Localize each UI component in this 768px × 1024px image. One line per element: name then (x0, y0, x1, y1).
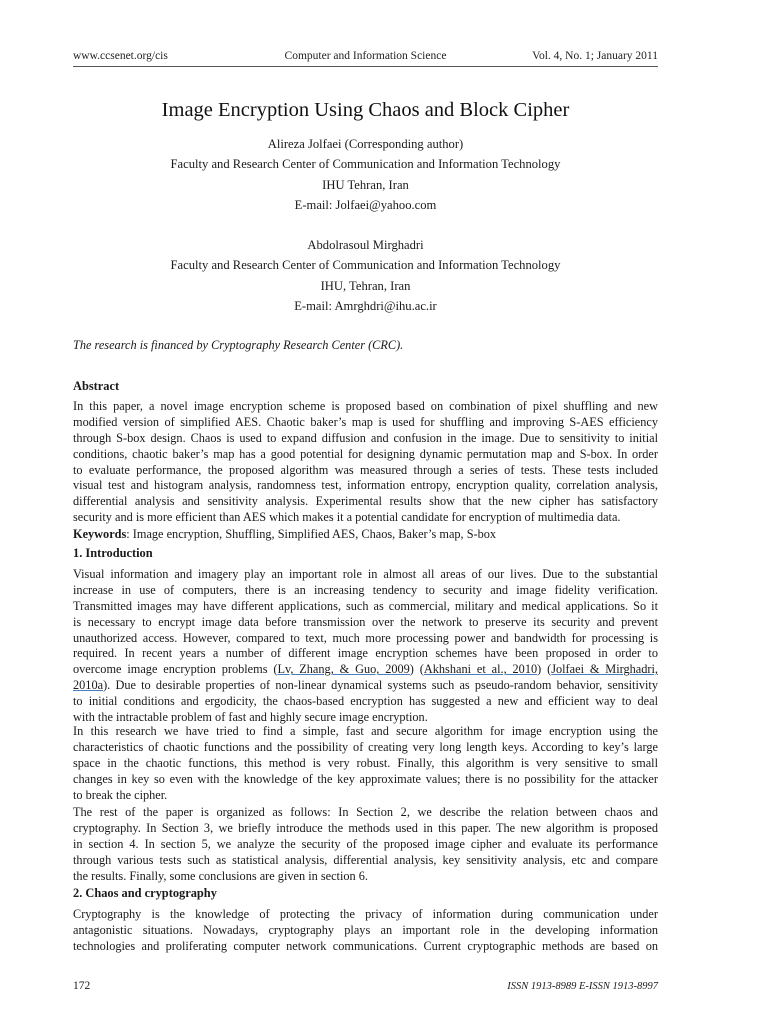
text-line: In this paper, a novel image encryption scheme is proposed based on combination of pixel shuffling and new (73, 399, 658, 413)
citation-link[interactable]: Lv, Zhang, & Guo, 2009 (277, 662, 410, 677)
text-line: increase in use of computers, there is an increasing tendency to security and image fidelity verification. (73, 582, 658, 597)
paper-title: Image Encryption Using Chaos and Block Cipher (161, 99, 570, 121)
keywords-line (73, 527, 658, 543)
page-number: 172 (73, 980, 91, 992)
section1-paragraph2 (73, 724, 658, 803)
text-line: security and is more efficient than AES which makes it a potential candidate for encryption of multimedia data. (73, 510, 621, 525)
text-line: technologies and proliferating computer network communications. Current cryptographic methods are based on (73, 938, 658, 953)
section1-paragraph3 (73, 805, 658, 884)
paper-page (73, 0, 658, 1024)
text-line: antagonistic situations. Nowadays, cryptography plays an important role in the developing information (73, 922, 658, 937)
text-line: with the intractable problem of fast and highly secure image encryption. (73, 710, 428, 725)
text-line: The rest of the paper is organized as follows: In Section 2, we describe the relation between chaos and (73, 805, 658, 819)
author1-email[interactable]: E-mail: Jolfaei@yahoo.com (294, 197, 437, 212)
text-line: changes in key so even with the knowledge of the key approximate values; there is no possibility for the attacker (73, 771, 658, 786)
text-line: to evaluate performance, the proposed algorithm was measured through a series of tests. These tests included (73, 462, 658, 477)
text-line: unauthorized access. However, compared to text, much more processing power and bandwidth for processing is (73, 630, 658, 645)
section1-paragraph1 (73, 567, 658, 726)
text-line: the results. Finally, some conclusions are given in section 6. (73, 868, 368, 883)
text-line: space in the chaotic functions, this method is very robust. Finally, this algorithm is very sensitive to small (73, 755, 658, 770)
header-rule (73, 66, 658, 67)
text-line-with-citation: 2010a). Due to desirable properties of non-linear dynamical systems such as pseudo-random behavior, sensitivity (73, 678, 658, 693)
text-line: Visual information and imagery play an important role in almost all areas of our lives. Due to the substantial (73, 567, 658, 581)
text-line: to initial conditions and ergodicity, the chaos-based encryption has suggested a new and efficient way to deal (73, 694, 658, 709)
text-line: In this research we have tried to find a simple, fast and secure algorithm for image encryption using the (73, 724, 658, 738)
author1-place: IHU Tehran, Iran (322, 177, 409, 192)
section2-paragraph1 (73, 907, 658, 955)
running-header (73, 48, 658, 66)
text-line: cryptography. In Section 3, we briefly introduce the methods used in this paper. The new algorithm is proposed (73, 820, 658, 835)
text-line: conditions, chaotic baker’s map has a good potential for designing dynamic permutation map and S-box. In order (73, 446, 658, 461)
text-line: differential analysis and sensitivity analysis. Experimental results show that the new cipher has satisfactory (73, 494, 658, 509)
text-line: is necessary to encrypt image data before transmission over the network to preserve its security and prevent (73, 614, 658, 629)
text-line: through various tests such as statistical analysis, differential analysis, key sensitivity analysis, etc and compare (73, 852, 658, 867)
author2-block (73, 235, 658, 316)
text-line-with-citations: overcome image encryption problems (Lv, Zhang, & Guo, 2009) (Akhshani et al., 2010) (Jolfaei & Mirghadri, (73, 662, 658, 677)
author1-name: Alireza Jolfaei (Corresponding author) (267, 137, 464, 151)
journal-name: Computer and Information Science (284, 50, 447, 62)
abstract-body (73, 399, 658, 526)
text-line: to break the cipher. (73, 787, 168, 802)
text-line: in section 4. In section 5, we analyze the security of the proposed image cipher and evaluate its performance (73, 836, 658, 851)
text-line: required. In recent years a number of different image encryption schemes have been proposed in order to (73, 646, 658, 661)
abstract-heading: Abstract (73, 379, 120, 393)
text-line: characteristics of chaotic functions and the possibility of creating very long length keys. According to key’s large (73, 739, 658, 754)
author1-block (73, 134, 658, 215)
text-line: Transmitted images may have different applications, such as commercial, military and medical applications. So it (73, 598, 658, 613)
section2-heading: 2. Chaos and cryptography (73, 886, 217, 900)
author2-dept: Faculty and Research Center of Communication and Information Technology (170, 258, 561, 273)
author2-name: Abdolrasoul Mirghadri (307, 238, 424, 252)
author2-place: IHU, Tehran, Iran (320, 278, 411, 293)
text-line: visual test and histogram analysis, randomness test, information entropy, encryption quality, correlation analysis, (73, 478, 658, 493)
issn-info: ISSN 1913-8989 E-ISSN 1913-8997 (507, 981, 658, 992)
journal-url[interactable]: www.ccsenet.org/cis (73, 50, 168, 62)
funding-note: The research is financed by Cryptography Research Center (CRC). (73, 338, 404, 352)
text-line: through S-box design. Chaos is used to expand diffusion and confusion in the image. Due to sensitivity to initial (73, 430, 658, 445)
author1-dept: Faculty and Research Center of Communication and Information Technology (170, 157, 561, 172)
volume-info: Vol. 4, No. 1; January 2011 (532, 50, 658, 62)
keywords-text: : Image encryption, Shuffling, Simplified AES, Chaos, Baker’s map, S-box (126, 527, 497, 541)
text-line: modified version of simplified AES. Chaotic baker’s map is used for shuffling and improving S-AES efficiency (73, 414, 658, 429)
section1-heading: 1. Introduction (73, 546, 153, 560)
citation-link[interactable]: 2010a (73, 678, 104, 693)
citation-link[interactable]: Akhshani et al., 2010 (423, 662, 538, 677)
text-line: Cryptography is the knowledge of protecting the privacy of information during communication under (73, 907, 658, 921)
author2-email[interactable]: E-mail: Amrghdri@ihu.ac.ir (294, 298, 437, 313)
citation-link[interactable]: Jolfaei & Mirghadri, (551, 662, 658, 677)
keywords-label: Keywords (73, 527, 127, 541)
